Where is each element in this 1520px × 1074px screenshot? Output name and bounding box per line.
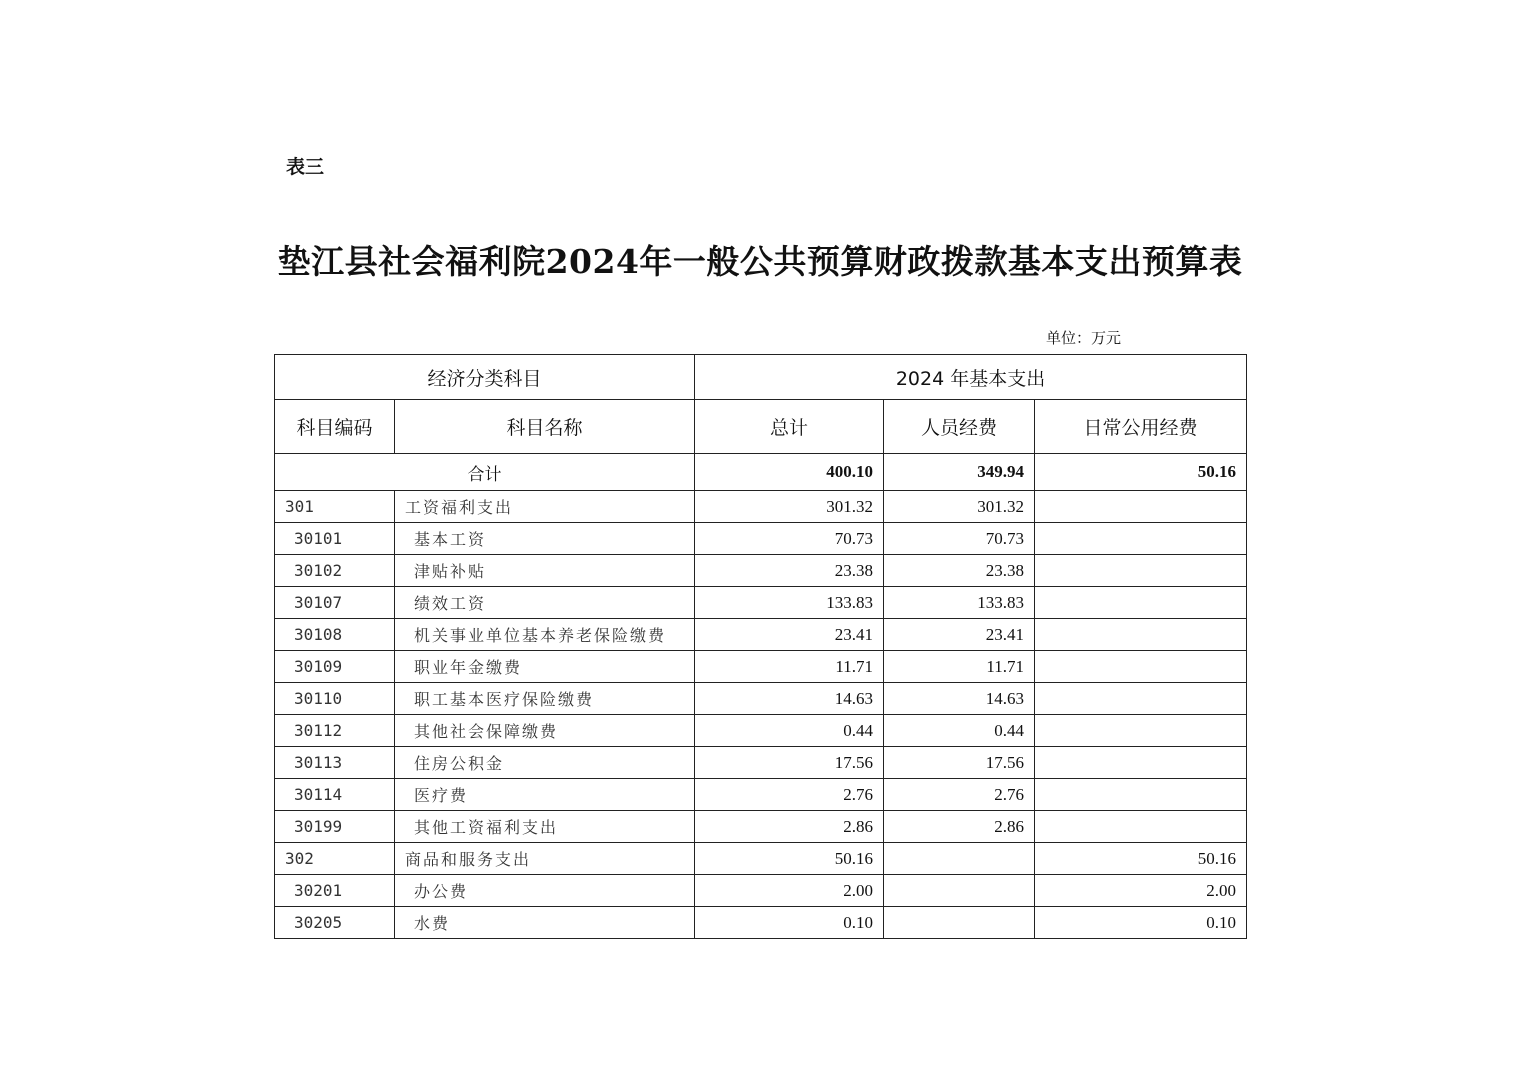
table-row xyxy=(275,587,1247,619)
amount-personnel: 0.44 xyxy=(884,715,1035,747)
amount-public xyxy=(1035,619,1247,651)
subject-code: 30112 xyxy=(275,715,395,747)
amount-personnel: 301.32 xyxy=(884,491,1035,523)
amount-public xyxy=(1035,587,1247,619)
amount-personnel: 70.73 xyxy=(884,523,1035,555)
amount-personnel: 17.56 xyxy=(884,747,1035,779)
subject-code: 302 xyxy=(275,843,395,875)
table-row xyxy=(275,491,1247,523)
header-basic-expenditure: 2024 年基本支出 xyxy=(695,355,1247,400)
amount-total: 11.71 xyxy=(695,651,884,683)
amount-public xyxy=(1035,523,1247,555)
subject-name: 医疗费 xyxy=(395,779,695,811)
subject-name: 机关事业单位基本养老保险缴费 xyxy=(395,619,695,651)
document-title: 垫江县社会福利院2024年一般公共预算财政拨款基本支出预算表 xyxy=(277,242,1243,281)
subject-code: 30101 xyxy=(275,523,395,555)
subject-name: 其他工资福利支出 xyxy=(395,811,695,843)
amount-public: 0.10 xyxy=(1035,907,1247,939)
total-label: 合计 xyxy=(275,454,695,491)
header-subject-name: 科目名称 xyxy=(395,400,695,454)
subject-name: 工资福利支出 xyxy=(395,491,695,523)
subject-name: 职工基本医疗保险缴费 xyxy=(395,683,695,715)
amount-personnel xyxy=(884,907,1035,939)
table-row xyxy=(275,715,1247,747)
total-sum: 400.10 xyxy=(695,454,884,491)
subject-code: 30110 xyxy=(275,683,395,715)
table-row xyxy=(275,555,1247,587)
amount-public: 2.00 xyxy=(1035,875,1247,907)
subject-code: 30109 xyxy=(275,651,395,683)
total-row xyxy=(275,454,1247,491)
table-label: 表三 xyxy=(286,156,325,178)
subject-code: 30113 xyxy=(275,747,395,779)
table-row xyxy=(275,747,1247,779)
table-row xyxy=(275,523,1247,555)
budget-table-body xyxy=(275,355,1247,939)
amount-public xyxy=(1035,715,1247,747)
subject-code: 30201 xyxy=(275,875,395,907)
amount-personnel: 23.41 xyxy=(884,619,1035,651)
table-row xyxy=(275,619,1247,651)
amount-public xyxy=(1035,747,1247,779)
table-row xyxy=(275,843,1247,875)
amount-personnel: 11.71 xyxy=(884,651,1035,683)
header-subject-code: 科目编码 xyxy=(275,400,395,454)
subject-name: 水费 xyxy=(395,907,695,939)
subject-code: 30102 xyxy=(275,555,395,587)
table-row xyxy=(275,779,1247,811)
subject-code: 30108 xyxy=(275,619,395,651)
header-public-expense: 日常公用经费 xyxy=(1035,400,1247,454)
amount-public xyxy=(1035,683,1247,715)
header-row-group xyxy=(275,355,1247,400)
amount-total: 23.38 xyxy=(695,555,884,587)
subject-name: 其他社会保障缴费 xyxy=(395,715,695,747)
subject-name: 商品和服务支出 xyxy=(395,843,695,875)
amount-public xyxy=(1035,555,1247,587)
amount-total: 2.86 xyxy=(695,811,884,843)
budget-table xyxy=(274,354,1247,939)
amount-total: 14.63 xyxy=(695,683,884,715)
amount-personnel: 14.63 xyxy=(884,683,1035,715)
amount-personnel: 2.86 xyxy=(884,811,1035,843)
amount-total: 133.83 xyxy=(695,587,884,619)
amount-public xyxy=(1035,491,1247,523)
amount-public xyxy=(1035,651,1247,683)
amount-public xyxy=(1035,811,1247,843)
table-row xyxy=(275,651,1247,683)
amount-personnel xyxy=(884,843,1035,875)
amount-total: 23.41 xyxy=(695,619,884,651)
table-row xyxy=(275,875,1247,907)
subject-name: 住房公积金 xyxy=(395,747,695,779)
amount-total: 17.56 xyxy=(695,747,884,779)
amount-total: 0.44 xyxy=(695,715,884,747)
amount-total: 2.00 xyxy=(695,875,884,907)
amount-personnel: 2.76 xyxy=(884,779,1035,811)
table-row xyxy=(275,811,1247,843)
header-row-columns xyxy=(275,400,1247,454)
subject-name: 基本工资 xyxy=(395,523,695,555)
subject-code: 30205 xyxy=(275,907,395,939)
subject-name: 绩效工资 xyxy=(395,587,695,619)
subject-code: 30114 xyxy=(275,779,395,811)
subject-name: 津贴补贴 xyxy=(395,555,695,587)
unit-label: 单位：万元 xyxy=(1046,329,1122,347)
amount-personnel: 23.38 xyxy=(884,555,1035,587)
subject-name: 职业年金缴费 xyxy=(395,651,695,683)
total-public: 50.16 xyxy=(1035,454,1247,491)
subject-name: 办公费 xyxy=(395,875,695,907)
subject-code: 30107 xyxy=(275,587,395,619)
amount-total: 301.32 xyxy=(695,491,884,523)
amount-personnel: 133.83 xyxy=(884,587,1035,619)
table-row xyxy=(275,907,1247,939)
total-personnel: 349.94 xyxy=(884,454,1035,491)
amount-total: 2.76 xyxy=(695,779,884,811)
table-row xyxy=(275,683,1247,715)
amount-total: 50.16 xyxy=(695,843,884,875)
amount-public xyxy=(1035,779,1247,811)
subject-code: 30199 xyxy=(275,811,395,843)
amount-total: 70.73 xyxy=(695,523,884,555)
subject-code: 301 xyxy=(275,491,395,523)
amount-personnel xyxy=(884,875,1035,907)
amount-total: 0.10 xyxy=(695,907,884,939)
header-economic-category: 经济分类科目 xyxy=(275,355,695,400)
header-total: 总计 xyxy=(695,400,884,454)
amount-public: 50.16 xyxy=(1035,843,1247,875)
header-personnel-expense: 人员经费 xyxy=(884,400,1035,454)
